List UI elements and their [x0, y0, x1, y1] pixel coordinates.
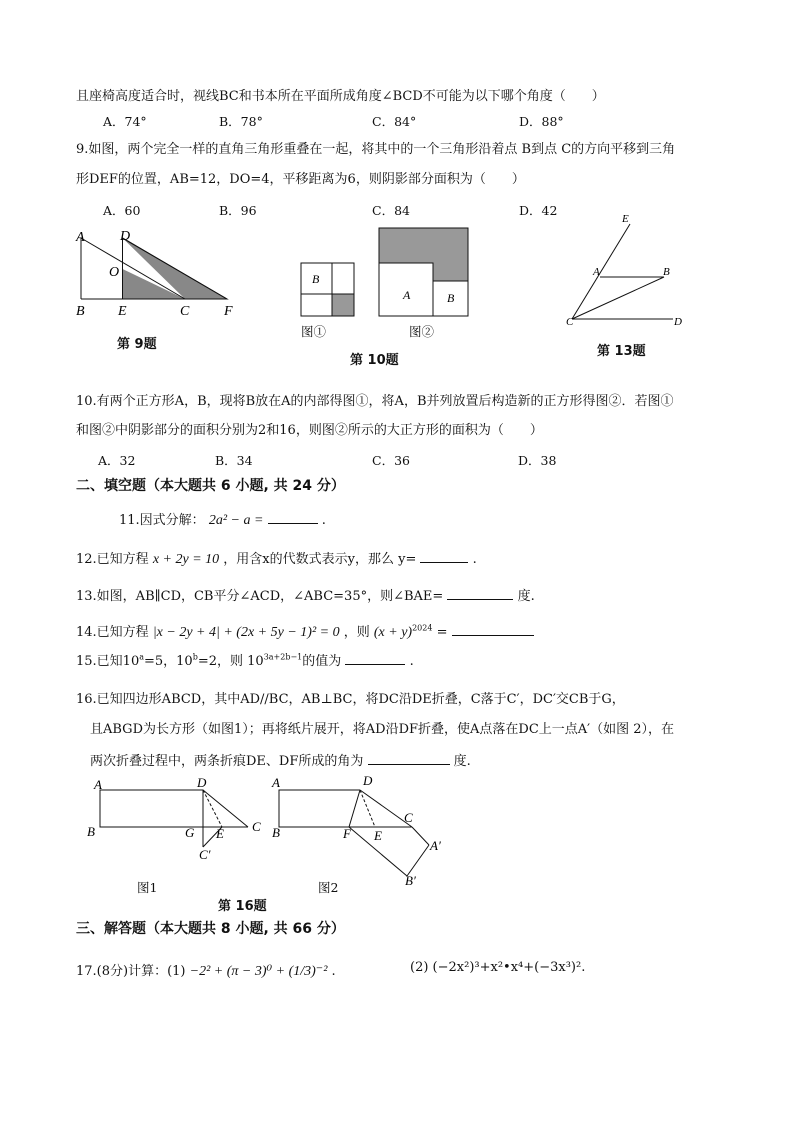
section-2-title: 二、填空题（本大题共 6 小题, 共 24 分）: [76, 478, 345, 494]
fig16-caption-2: 图2: [318, 880, 339, 895]
q12-end: .: [472, 552, 477, 567]
fig16-1-label-b: B: [87, 824, 95, 839]
fig10-label-b1: B: [312, 272, 320, 286]
fig16-1-crease-de: [203, 790, 222, 827]
q10-line-2: 和图②中阴影部分的面积分别为2和16，则图②所示的大正方形的面积为（ ）: [76, 423, 543, 438]
fig13-line-cb: [572, 277, 664, 319]
fig9-label-d: D: [120, 229, 131, 244]
fig16-2-label-e: E: [374, 828, 382, 843]
q16-line-3: [90, 750, 471, 769]
fig16-2-line-a-prime-b-prime: [407, 845, 429, 876]
q13-answer-blank[interactable]: [447, 587, 513, 600]
q8-option-d: D．88°: [519, 114, 564, 129]
q9-option-c: C．84: [372, 203, 410, 218]
fig13-label-c: C: [566, 316, 574, 328]
q14-exponent: 2024: [412, 623, 433, 633]
q15-end: .: [409, 654, 414, 669]
fig16-1-label-g: G: [185, 825, 195, 840]
fig13-line-ce: [572, 224, 630, 319]
q9-option-a: A．60: [103, 203, 141, 218]
q16-end: 度.: [453, 754, 471, 769]
q14-mid: ，则: [343, 625, 370, 640]
fig16-2-label-b: B: [272, 825, 280, 840]
q11-expression: 2a² − a =: [208, 513, 264, 528]
q11: [119, 509, 326, 529]
q17-expression-1: −2² + (π − 3)⁰ + (1/3)⁻²: [189, 964, 328, 979]
q16-line-3-text: 两次折叠过程中，两条折痕DE、DF所成的角为: [90, 754, 364, 769]
q14-answer-blank[interactable]: [452, 623, 534, 636]
q8-option-b: B．78°: [219, 114, 263, 129]
figure-16-1: [85, 773, 270, 868]
fig16-2-label-c: C: [404, 810, 413, 825]
fig9-label-e: E: [118, 304, 127, 319]
q14-expression-2: (x + y): [373, 625, 413, 640]
fig16-caption: 第 16题: [218, 899, 267, 914]
q11-prefix: 11.因式分解：: [119, 513, 205, 528]
fig16-1-label-c-prime: C′: [199, 847, 211, 862]
figure-16-2: [267, 773, 457, 888]
q14-equals: =: [436, 625, 448, 640]
fig10-label-b2: B: [447, 291, 455, 305]
figure-9: [70, 222, 250, 322]
fig13-label-e: E: [622, 213, 629, 225]
q14-expression: |x − 2y + 4| + (2x + 5y − 1)² = 0: [152, 625, 340, 640]
fig16-1-rect-abgd: [100, 790, 203, 827]
q9-option-b: B．96: [219, 203, 257, 218]
q8-tail-text: 且座椅高度适合时，视线BC和书本所在平面所成角度∠BCD不可能为以下哪个角度（ ）: [76, 89, 605, 104]
fig9-label-o: O: [109, 265, 120, 280]
q9-option-d: D．42: [519, 203, 558, 218]
q15-sup-1: a: [139, 652, 144, 662]
fig16-1-line-dc: [203, 790, 248, 827]
q12-prefix: 12.已知方程: [76, 552, 149, 567]
fig16-1-label-e: E: [216, 826, 224, 841]
q16-line-1: 16.已知四边形ABCD，其中AD//BC，AB⊥BC，将DC沿DE折叠，C落于C′，DC′交CB于G，: [76, 692, 625, 707]
fig13-label-d: D: [674, 316, 682, 328]
q14: [76, 621, 534, 641]
fig16-1-label-c: C: [252, 819, 261, 834]
q9-line-1: 9.如图，两个完全一样的直角三角形重叠在一起，将其中的一个三角形沿着点 B到点 C的方向平移到三角: [76, 142, 676, 157]
fig16-2-outline-abc: [279, 790, 412, 827]
q15-mid-2: =2，则 10: [197, 654, 264, 669]
q16-line-2: 且ABGD为长方形（如图1）；再将纸片展开，将AD沿DF折叠，使A点落在DC上一点A′（如图 2），在: [90, 722, 675, 737]
fig10-caption-2: 图②: [409, 324, 435, 339]
fig16-1-label-a: A: [94, 777, 102, 792]
fig9-label-c: C: [180, 304, 190, 319]
q10-option-d: D．38: [518, 453, 557, 468]
fig10-caption: 第 10题: [350, 353, 399, 368]
q11-answer-blank[interactable]: [268, 511, 318, 524]
fig9-label-a: A: [76, 230, 85, 245]
fig16-1-label-d: D: [197, 775, 207, 790]
fig16-2-label-d: D: [363, 773, 373, 788]
q15: [76, 650, 414, 669]
q13-end: 度.: [517, 589, 535, 604]
fig10-caption-1: 图①: [301, 324, 327, 339]
q15-mid-3: 的值为: [302, 654, 342, 669]
fig16-2-label-a-prime: A′: [430, 838, 441, 853]
section-3-title: 三、解答题（本大题共 8 小题, 共 66 分）: [76, 921, 345, 937]
q10-option-a: A．32: [98, 453, 136, 468]
fig13-caption: 第 13题: [597, 344, 646, 359]
fig9-label-b: B: [76, 304, 85, 319]
q13-text: 13.如图，AB∥CD，CB平分∠ACD，∠ABC=35°，则∠BAE=: [76, 589, 444, 604]
q15-answer-blank[interactable]: [345, 652, 405, 665]
fig16-2-line-ca-prime: [412, 827, 429, 845]
fig16-caption-1: 图1: [137, 880, 158, 895]
q12: [76, 548, 477, 568]
q10-line-1: 10.有两个正方形A，B，现将B放在A的内部得图①，将A，B并列放置后构造新的正方形得图②．若图①: [76, 394, 674, 409]
q11-end: .: [321, 513, 326, 528]
fig16-2-label-f: F: [343, 826, 351, 841]
fig10-label-a: A: [403, 288, 411, 302]
q15-mid-1: =5，10: [144, 654, 193, 669]
q8-option-c: C．84°: [372, 114, 417, 129]
q17-part-2: (2) (−2x²)³+x²•x⁴+(−3x³)².: [410, 960, 586, 975]
q10-option-c: C．36: [372, 453, 410, 468]
fig16-2-label-b-prime: B′: [405, 873, 416, 888]
q15-prefix: 15.已知10: [76, 654, 140, 669]
q17: [76, 960, 336, 980]
q15-sup-2: b: [192, 652, 198, 662]
q12-answer-blank[interactable]: [420, 550, 468, 563]
q16-answer-blank[interactable]: [368, 752, 450, 765]
q15-sup-3: 3a+2b−1: [263, 652, 303, 662]
figure-13: [560, 208, 700, 333]
q14-prefix: 14.已知方程: [76, 625, 149, 640]
q12-mid: ，用含x的代数式表示y，那么 y=: [223, 552, 417, 567]
fig13-label-b: B: [663, 266, 670, 278]
q17-prefix: 17.(8分)计算：(1): [76, 964, 186, 979]
fig10-shaded-1: [332, 294, 354, 316]
q17-end-1: .: [331, 964, 336, 979]
q12-expression: x + 2y = 10: [152, 552, 220, 567]
fig16-2-crease-df: [349, 790, 360, 827]
fig16-2-label-a: A: [272, 775, 280, 790]
q9-line-2: 形DEF的位置，AB=12，DO=4，平移距离为6，则阴影部分面积为（ ）: [76, 172, 525, 187]
fig9-caption: 第 9题: [117, 337, 157, 352]
fig13-label-a: A: [593, 266, 600, 278]
q13: [76, 585, 535, 604]
fig9-label-f: F: [224, 304, 233, 319]
q10-option-b: B．34: [215, 453, 253, 468]
q8-option-a: A．74°: [103, 114, 147, 129]
